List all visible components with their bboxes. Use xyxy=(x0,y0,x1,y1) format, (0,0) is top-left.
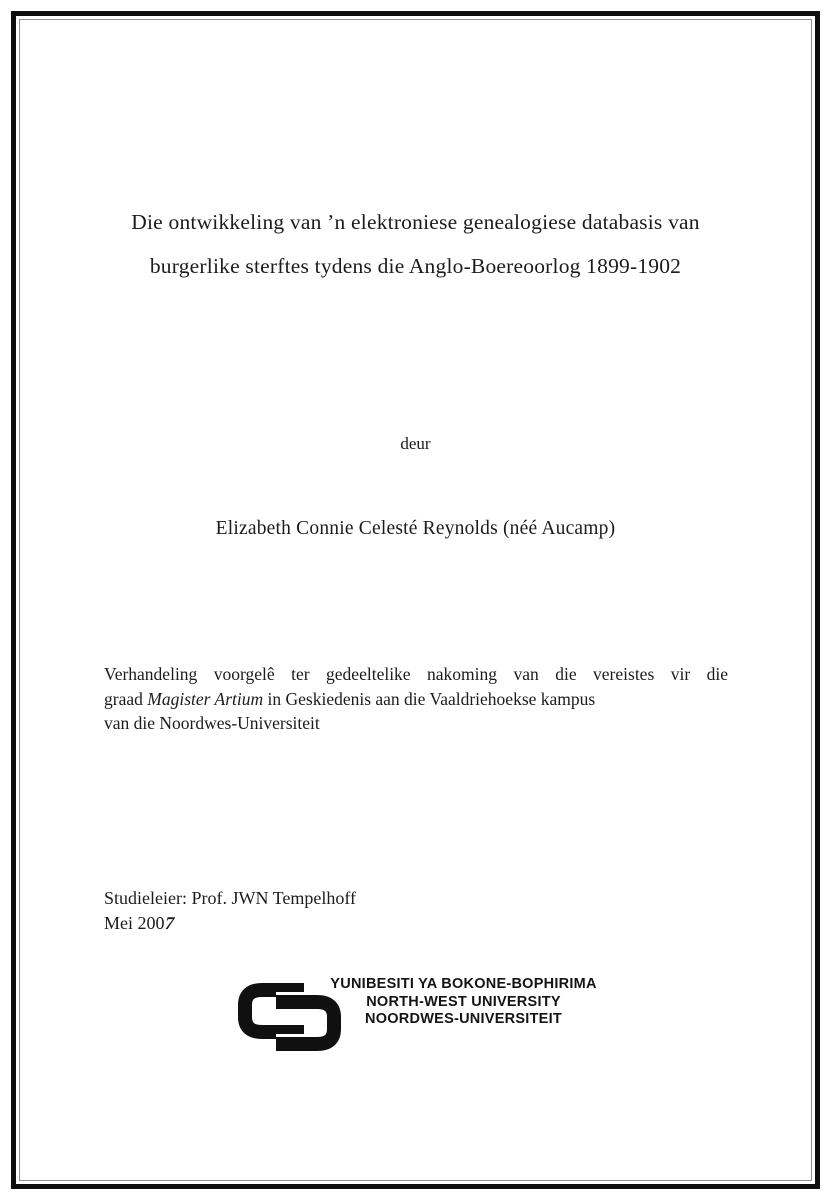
degree-statement-line-2-prefix: graad xyxy=(104,688,148,709)
degree-statement xyxy=(104,662,728,736)
thesis-title xyxy=(60,208,771,280)
logo-text-setswana: YUNIBESITI YA BOKONE-BOPHIRIMA xyxy=(330,976,597,992)
date-line xyxy=(104,911,356,936)
byline-deur: deur xyxy=(400,434,431,453)
supervisor-block xyxy=(104,886,356,936)
degree-name-italic: Magister Artium xyxy=(147,688,264,709)
degree-statement-line-3: van die Noordwes-Universiteit xyxy=(104,713,320,733)
university-logo-text xyxy=(330,976,596,1029)
logo-text-afrikaans: NOORDWES-UNIVERSITEIT xyxy=(365,1011,562,1027)
logo-text-english: NORTH-WEST UNIVERSITY xyxy=(366,993,561,1010)
supervisor-line: Studieleier: Prof. JWN Tempelhoff xyxy=(104,888,357,908)
author-name: Elizabeth Connie Celesté Reynolds (néé Aucamp) xyxy=(215,518,616,539)
degree-statement-line-2 xyxy=(104,687,728,712)
title-line-1: Die ontwikkeling van ’n elektroniese genealogiese databasis van xyxy=(131,210,700,234)
date-last-digit: 7 xyxy=(162,913,177,933)
university-logo xyxy=(0,970,831,1054)
title-line-2: burgerlike sterftes tydens die Anglo-Boereoorlog 1899-1902 xyxy=(149,254,682,278)
date-prefix: Mei 200 xyxy=(104,913,165,933)
degree-statement-line-1: Verhandeling voorgelê ter gedeeltelike nakoming van die vereistes vir die xyxy=(104,664,728,684)
degree-statement-line-2-suffix: in Geskiedenis aan die Vaaldriehoekse kampus xyxy=(263,688,596,709)
